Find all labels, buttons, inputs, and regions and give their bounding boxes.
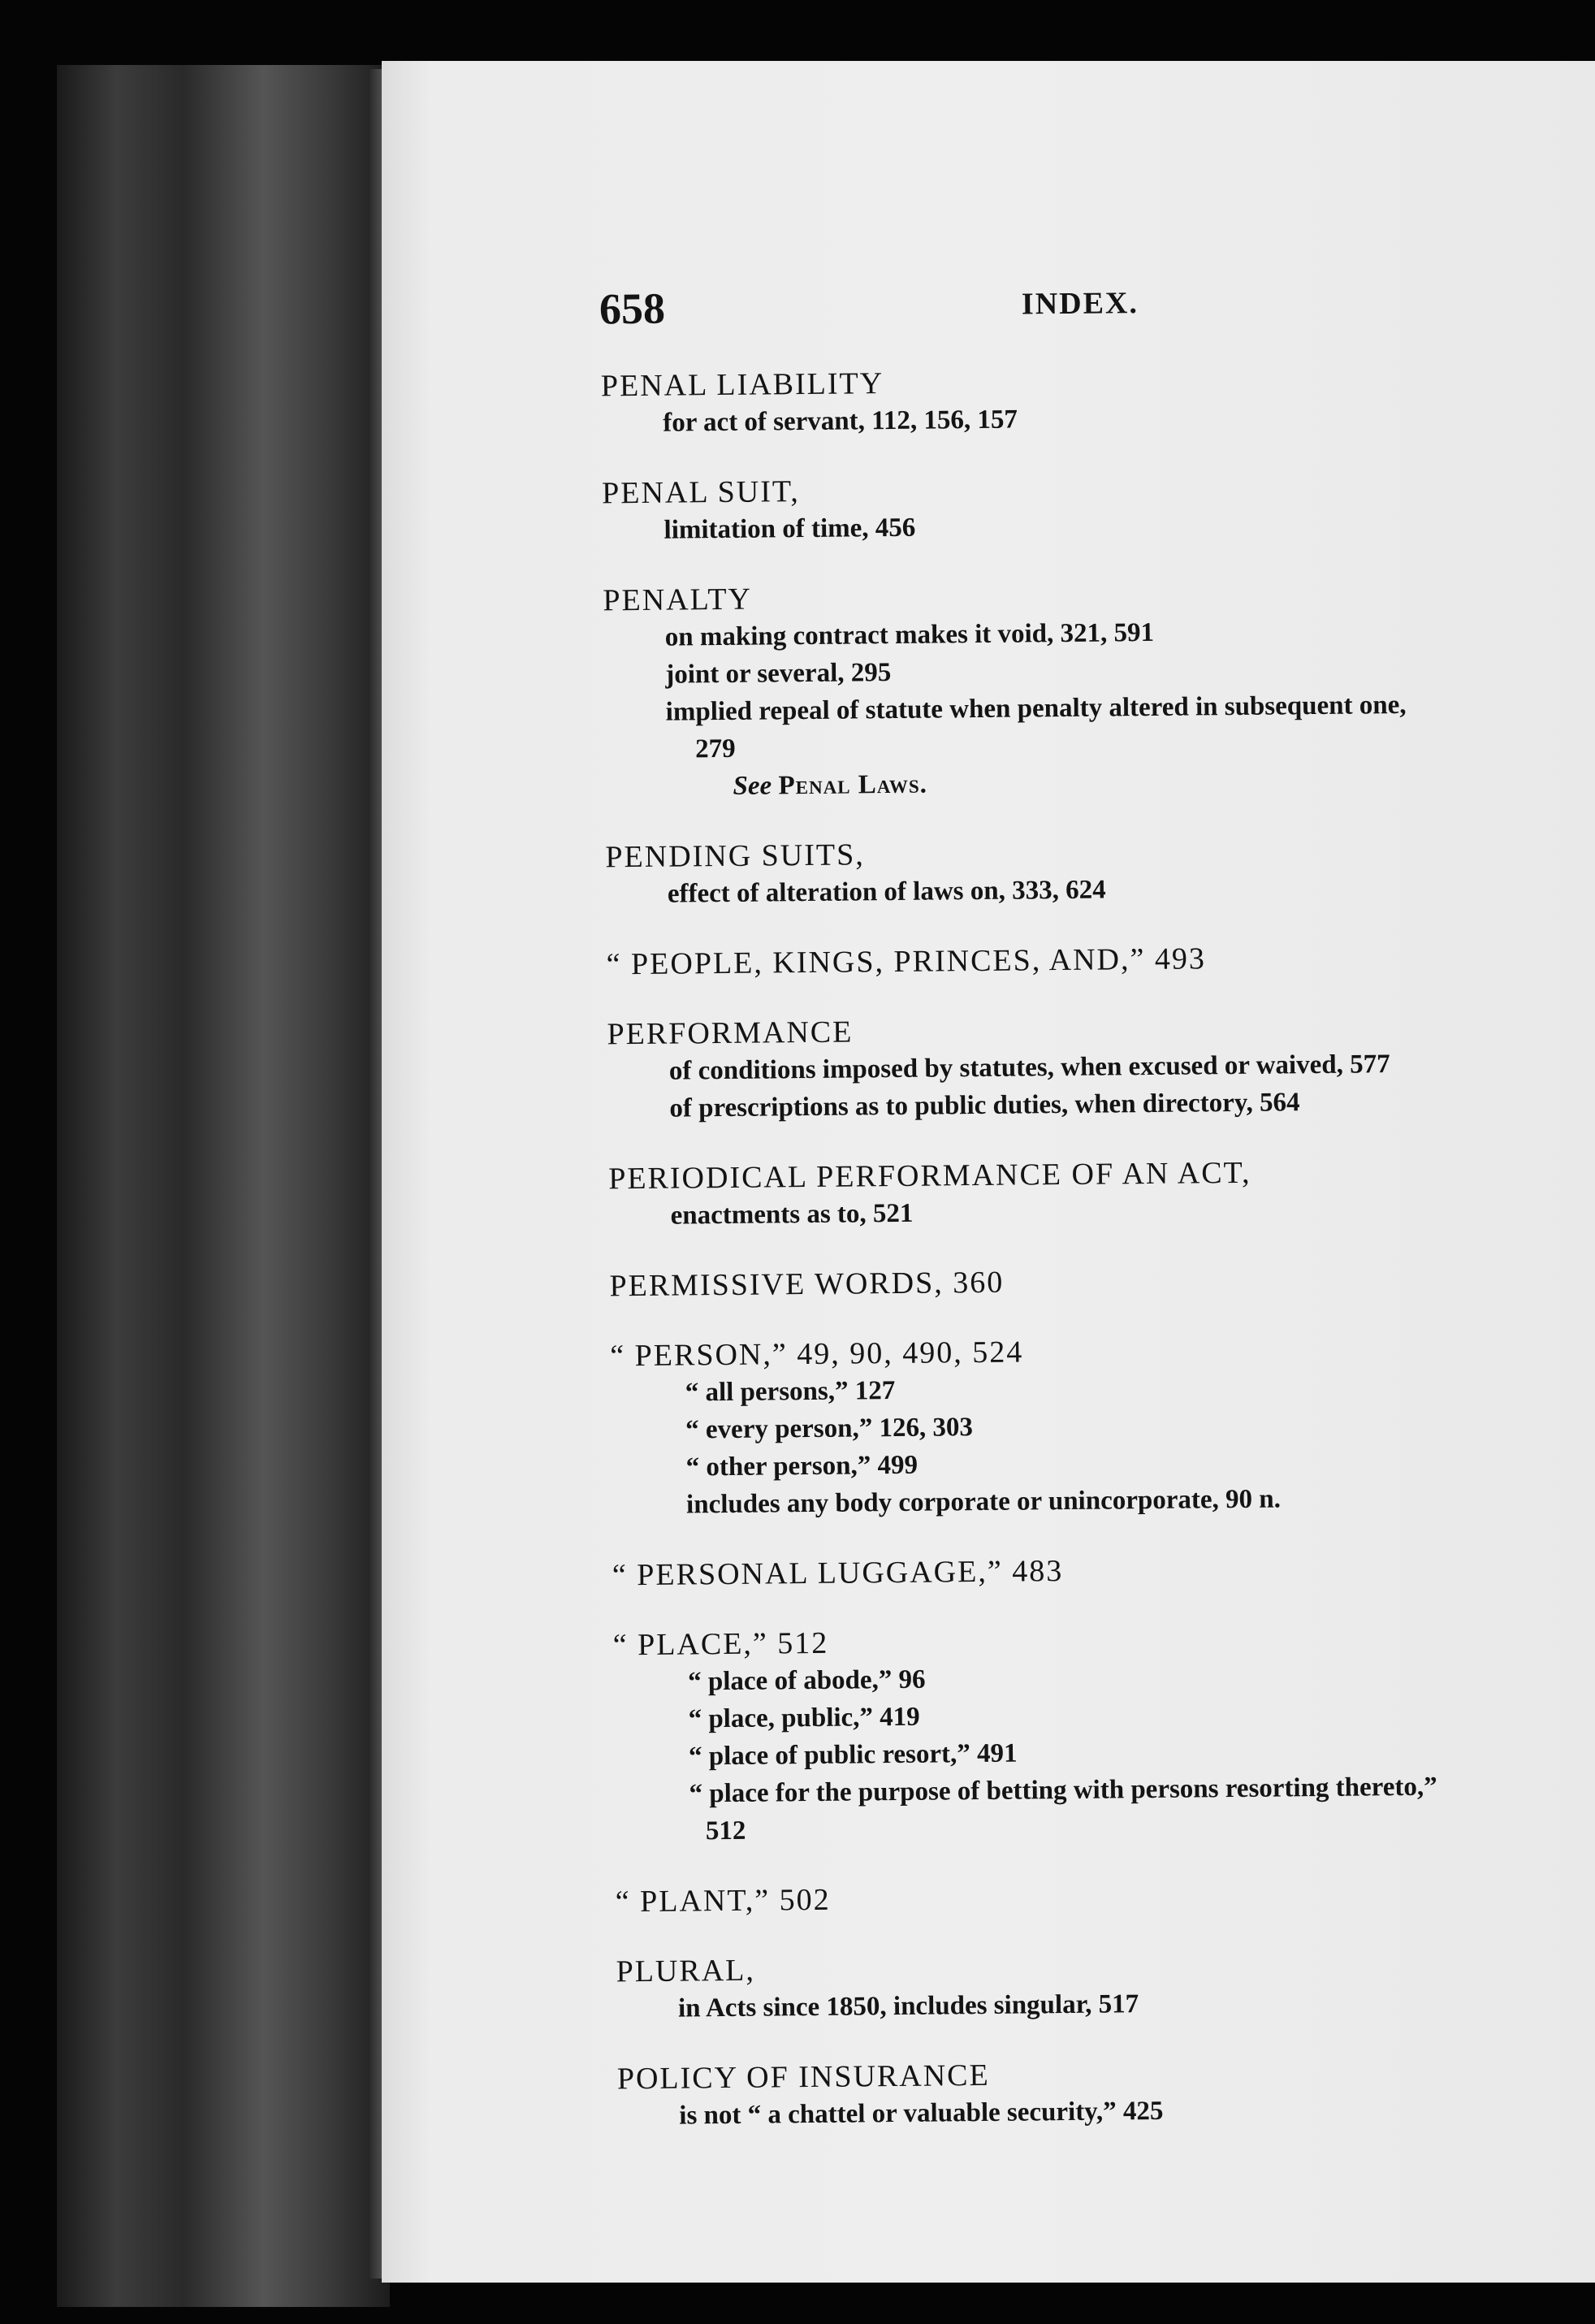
entry-subline: of conditions imposed by statutes, when excused or waived, 577 xyxy=(668,1049,1390,1086)
see-reference: Penal Laws. xyxy=(778,769,928,801)
entry-subline: on making contract makes it void, 321, 591 xyxy=(664,617,1155,652)
index-entry xyxy=(607,1006,1595,1127)
entry-subline: enactments as to, 521 xyxy=(670,1198,914,1231)
entry-heading: PENDING SUITS, xyxy=(605,837,865,875)
index-entry xyxy=(613,1616,1595,1850)
entry-heading: PERMISSIVE WORDS, 360 xyxy=(609,1265,1005,1304)
entry-heading: PENALTY xyxy=(603,582,753,618)
index-entry xyxy=(606,936,1595,983)
entry-subline: limitation of time, 456 xyxy=(664,513,916,545)
entry-subline: “ every person,” 126, 303 xyxy=(685,1413,974,1445)
running-head: INDEX. xyxy=(1021,286,1139,322)
index-entry xyxy=(601,358,1595,443)
entry-heading: POLICY OF INSURANCE xyxy=(616,2058,990,2097)
entry-subline: of prescriptions as to public duties, when directory, 564 xyxy=(669,1088,1300,1123)
index-entry xyxy=(617,2050,1595,2135)
entry-heading: PENAL LIABILITY xyxy=(600,366,884,404)
entry-subline: in Acts since 1850, includes singular, 517 xyxy=(677,1989,1139,2023)
entry-subline: is not “ a chattel or valuable security,” 425 xyxy=(679,2096,1164,2131)
entry-heading: PENAL SUIT, xyxy=(601,474,800,511)
entry-subline: “ place of public resort,” 491 xyxy=(688,1738,1018,1772)
page-number: 658 xyxy=(599,283,666,334)
index-entry xyxy=(616,1943,1595,2028)
entry-heading: PLURAL, xyxy=(616,1953,756,1989)
entry-subline: “ other person,” 499 xyxy=(685,1450,919,1482)
entry-subline: joint or several, 295 xyxy=(665,658,892,690)
entry-heading: “ PEOPLE, KINGS, PRINCES, AND,” 493 xyxy=(606,941,1207,982)
index-entry xyxy=(610,1327,1595,1524)
index-entry xyxy=(605,829,1595,913)
index-entry xyxy=(612,1547,1595,1594)
entry-heading: “ PLANT,” 502 xyxy=(615,1882,831,1919)
index-entry xyxy=(602,465,1595,550)
entry-subline: includes any body corporate or unincorporate, 90 n. xyxy=(685,1484,1282,1520)
entry-continuation: 279 xyxy=(694,734,736,764)
entry-subline: effect of alteration of laws on, 333, 624 xyxy=(667,875,1106,909)
index-entry xyxy=(616,1873,1595,1920)
entry-subline: “ all persons,” 127 xyxy=(685,1376,896,1408)
entry-subline: “ place for the purpose of betting with persons resorting thereto,” xyxy=(689,1772,1437,1809)
index-entry xyxy=(609,1257,1595,1305)
see-label: See xyxy=(733,771,772,801)
entry-heading: “ PERSONAL LUGGAGE,” 483 xyxy=(612,1554,1064,1593)
index-entry xyxy=(608,1150,1595,1235)
entry-subline: implied repeal of statute when penalty altered in subsequent one, xyxy=(665,690,1407,727)
entry-subline: “ place, public,” 419 xyxy=(688,1702,920,1734)
entry-heading: “ PERSON,” 49, 90, 490, 524 xyxy=(610,1335,1024,1374)
entry-heading: “ PLACE,” 512 xyxy=(612,1625,829,1663)
entry-subline: “ place of abode,” 96 xyxy=(687,1664,926,1697)
book-page xyxy=(382,61,1595,2283)
entry-subline: for act of servant, 112, 156, 157 xyxy=(663,405,1018,438)
index-entries xyxy=(601,358,1595,2168)
entry-heading: PERFORMANCE xyxy=(607,1015,854,1052)
book-binding xyxy=(57,65,390,2307)
page-content xyxy=(382,50,1595,2283)
entry-continuation: 512 xyxy=(705,1815,746,1846)
index-entry xyxy=(603,573,1595,807)
entry-heading: PERIODICAL PERFORMANCE OF AN ACT, xyxy=(608,1155,1251,1197)
